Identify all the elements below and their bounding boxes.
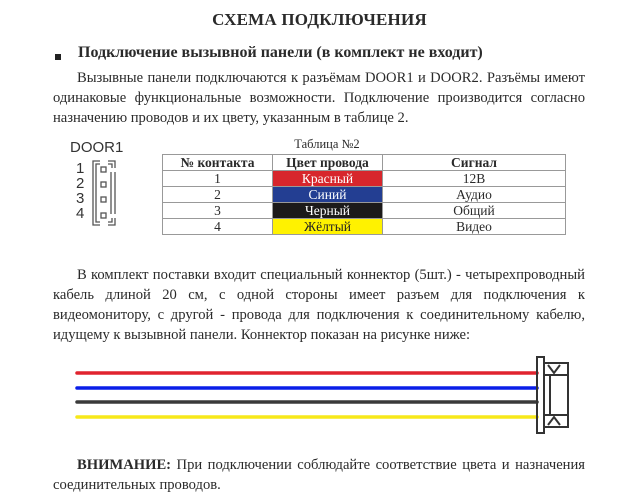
pin-number: 2: [76, 175, 85, 192]
section-heading: Подключение вызывной панели (в комплект не входит): [78, 44, 483, 61]
cable-connector-figure: [70, 355, 580, 440]
pin-number: 1: [76, 160, 85, 177]
page-title: СХЕМА ПОДКЛЮЧЕНИЯ: [212, 10, 427, 29]
warning-paragraph: [53, 455, 585, 495]
signal-cell: Аудио: [383, 187, 566, 203]
pin-number: 4: [76, 205, 85, 222]
warning-label: ВНИМАНИЕ:: [77, 457, 172, 473]
intro-paragraph: [53, 68, 585, 128]
contact-cell: 1: [163, 171, 273, 187]
table-row: [163, 219, 566, 235]
square-bullet-icon: [55, 54, 61, 60]
table-row: [163, 171, 566, 187]
signal-cell: 12В: [383, 171, 566, 187]
color-cell: Красный: [273, 171, 383, 187]
color-cell: Жёлтый: [273, 219, 383, 235]
connector-housing-icon: [537, 357, 568, 433]
signal-cell: Видео: [383, 219, 566, 235]
signal-cell: Общий: [383, 203, 566, 219]
wiring-table: [162, 154, 566, 235]
contact-cell: 3: [163, 203, 273, 219]
warning-text: При подключении соблюдайте соответствие цвета и назначения соединительных проводов.: [53, 457, 585, 493]
header-wire-color: Цвет провода: [273, 155, 383, 171]
kit-paragraph: [53, 265, 585, 345]
header-signal: Сигнал: [383, 155, 566, 171]
door1-label: DOOR1: [70, 139, 124, 156]
contact-cell: 4: [163, 219, 273, 235]
table-caption: Таблица №2: [294, 137, 360, 151]
intro-text: Вызывные панели подключаются к разъёмам DOOR1 и DOOR2. Разъёмы имеют одинаковые функциональные возможности. Подключение производится согласно назначению проводов и их цвету, указанным в таблице 2.: [53, 70, 585, 126]
table-header-row: [163, 155, 566, 171]
pin-number: 3: [76, 190, 85, 207]
color-cell: Черный: [273, 203, 383, 219]
door1-connector-icon: [90, 158, 120, 228]
kit-text: В комплект поставки входит специальный коннектор (5шт.) - четырехпроводный кабель длиной 20 см, с одной стороны имеет разъем для подключения к видеомонитору, с другой - провода для подключения к соединительному кабелю, идущему к вызывной панели. Коннектор показан на рисунке ниже:: [53, 267, 585, 343]
table-row: [163, 187, 566, 203]
table-row: [163, 203, 566, 219]
contact-cell: 2: [163, 187, 273, 203]
header-contact: № контакта: [163, 155, 273, 171]
color-cell: Синий: [273, 187, 383, 203]
